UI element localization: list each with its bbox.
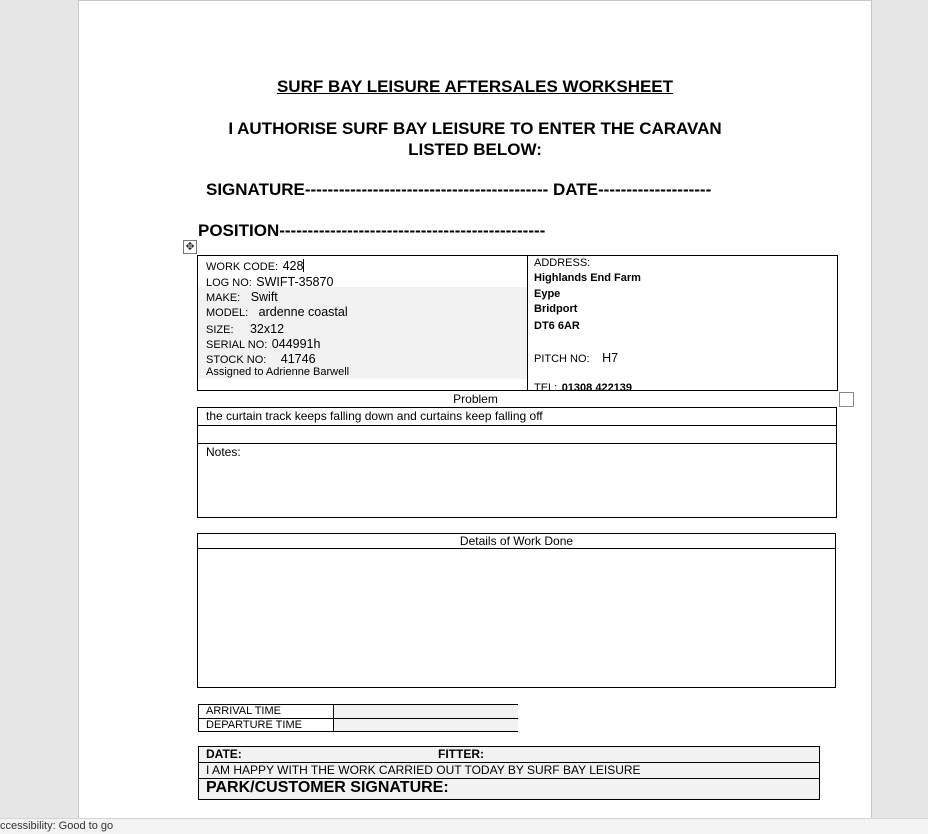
date-label[interactable]: DATE: xyxy=(206,747,242,761)
stock-label: STOCK NO: xyxy=(206,354,267,366)
stock-value: 41746 xyxy=(280,352,316,366)
authorisation-line-1: I AUTHORISE SURF BAY LEISURE TO ENTER THE CARAVAN xyxy=(228,119,722,138)
accessibility-status[interactable]: ccessibility: Good to go xyxy=(0,820,114,832)
work-done-area[interactable] xyxy=(198,549,835,687)
departure-time-field[interactable] xyxy=(333,719,518,731)
log-no-label: LOG NO: xyxy=(206,277,252,289)
model-value: ardenne coastal xyxy=(258,305,348,319)
satisfaction-statement: I AM HAPPY WITH THE WORK CARRIED OUT TODAY BY SURF BAY LEISURE xyxy=(206,763,641,777)
row-divider xyxy=(198,443,836,444)
serial-label: SERIAL NO: xyxy=(206,339,268,351)
caravan-info-table xyxy=(197,255,838,394)
work-code-label: WORK CODE: xyxy=(206,261,279,273)
assigned-to: Assigned to Adrienne Barwell xyxy=(206,366,350,378)
worksheet-title: SURF BAY LEISURE AFTERSALES WORKSHEET xyxy=(276,77,674,96)
arrival-time-field[interactable] xyxy=(333,705,518,718)
serial-value: 044991h xyxy=(271,337,321,351)
arrival-time-label: ARRIVAL TIME xyxy=(206,705,281,717)
size-label: SIZE: xyxy=(206,324,234,336)
make-label: MAKE: xyxy=(206,292,241,304)
authorisation-line-2: LISTED BELOW: xyxy=(408,140,542,159)
model-row xyxy=(206,303,348,321)
text-cursor xyxy=(303,259,304,272)
notes-label: Notes: xyxy=(206,445,241,459)
document-page xyxy=(78,0,872,819)
status-bar xyxy=(0,818,928,834)
notes-area[interactable] xyxy=(198,460,836,516)
problem-table xyxy=(197,407,837,518)
work-done-table xyxy=(197,533,836,688)
fitter-label[interactable]: FITTER: xyxy=(438,747,484,761)
pitch-row xyxy=(534,349,618,367)
checkbox[interactable] xyxy=(839,392,854,407)
caravan-details-cell[interactable] xyxy=(198,256,528,390)
authorisation-text xyxy=(79,118,871,160)
size-value: 32x12 xyxy=(249,322,285,336)
work-done-heading: Details of Work Done xyxy=(459,534,574,548)
problem-description[interactable]: the curtain track keeps falling down and curtains keep falling off xyxy=(206,409,543,423)
problem-empty-row[interactable] xyxy=(198,426,836,443)
address-line-1: Highlands End Farm xyxy=(534,272,641,284)
signoff-table xyxy=(198,746,820,800)
customer-signature-label[interactable]: PARK/CUSTOMER SIGNATURE: xyxy=(206,779,449,796)
table-move-handle-icon[interactable]: ✥ xyxy=(183,240,197,254)
make-value: Swift xyxy=(250,290,278,304)
problem-heading: Problem xyxy=(453,392,498,406)
customer-address-cell[interactable] xyxy=(534,256,834,394)
work-code-value: 428 xyxy=(282,259,304,273)
address-line-3: Bridport xyxy=(534,303,578,315)
address-label: ADDRESS: xyxy=(534,257,591,269)
log-no-value: SWIFT-35870 xyxy=(256,275,334,289)
tel-label: TEL: xyxy=(534,382,558,394)
signature-date-line: SIGNATURE------------------------------------------- DATE-------------------- xyxy=(206,180,712,199)
model-label: MODEL: xyxy=(206,307,249,319)
departure-time-label: DEPARTURE TIME xyxy=(206,719,302,731)
address-line-4: DT6 6AR xyxy=(534,320,580,332)
tel-value: 01308 422139 xyxy=(561,382,633,394)
address-line-2: Eype xyxy=(534,288,561,300)
position-line: POSITION----------------------------------------------- xyxy=(198,221,546,240)
time-table xyxy=(198,704,518,732)
pitch-value: H7 xyxy=(602,351,619,365)
pitch-label: PITCH NO: xyxy=(534,353,590,365)
